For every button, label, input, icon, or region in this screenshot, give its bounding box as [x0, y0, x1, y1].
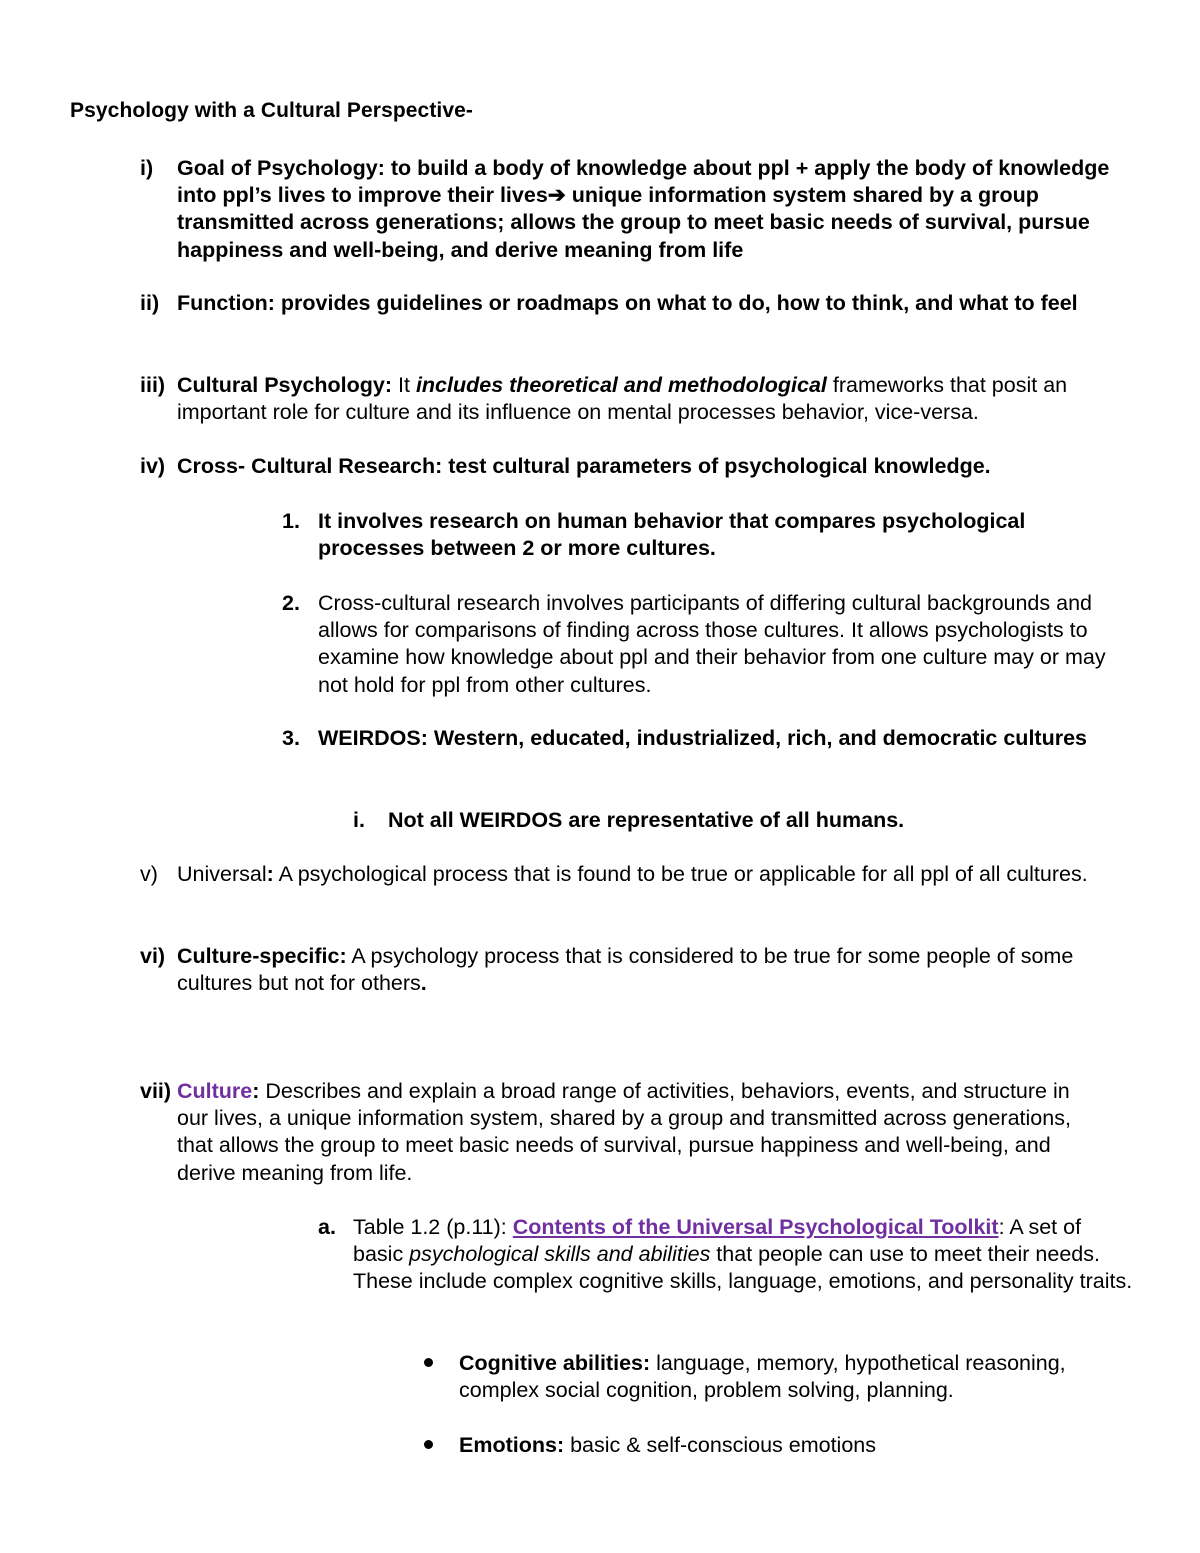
bullet-icon: [424, 1358, 433, 1367]
section-text: provides guidelines or roadmaps on what to do, how to think, and what to feel: [274, 291, 1078, 315]
section-colon: :: [266, 862, 274, 886]
bullet-item-emotions: [459, 1432, 1139, 1459]
bullet-icon: [424, 1440, 433, 1449]
section-text: A psychology process that is considered to be true for some people of some cultures but not for others: [177, 944, 1074, 996]
arrow-icon: ➔: [547, 183, 566, 208]
item-text: Not all WEIRDOS are representative of all humans.: [388, 808, 905, 832]
section-v: [140, 861, 1137, 888]
section-text-pre: It: [392, 373, 416, 397]
section-label: Culture: [177, 1079, 253, 1103]
section-label: Cultural Psychology:: [177, 373, 393, 397]
section-label: Goal of Psychology:: [177, 156, 385, 180]
item-text: Cross-cultural research involves participants of differing cultural backgrounds and allows for comparisons of finding across those cultures. It allows psychologists to examine how knowledge about ppl and their behavior from one culture may or may not hold for ppl from other cultures.: [318, 591, 1106, 697]
toolkit-link[interactable]: Contents of the Universal Psychological Toolkit: [512, 1215, 999, 1239]
section-text: test cultural parameters of psychological knowledge.: [442, 454, 991, 478]
section-text: A psychological process that is found to be true or applicable for all ppl of all cultures.: [273, 862, 1088, 886]
item-text: that people can use to meet their needs. These include complex cognitive skills, language, emotions, and personality traits.: [353, 1242, 1133, 1294]
section-ii: [140, 290, 1137, 317]
section-i: [140, 155, 1137, 264]
item-text: It involves research on human behavior that compares psychological processes between 2 or more cultures.: [318, 509, 1026, 561]
section-label: Cross- Cultural Research:: [177, 454, 443, 478]
section-vi: [140, 943, 1137, 997]
section-marker: vi): [140, 944, 166, 968]
section-iii: [140, 372, 1137, 426]
bullet-text: basic & self-conscious emotions: [564, 1433, 876, 1457]
bullet-text: language, memory, hypothetical reasoning, complex social cognition, problem solving, planning.: [459, 1351, 1066, 1403]
item-marker: i.: [353, 808, 365, 832]
section-marker: i): [140, 156, 154, 180]
section-label: Universal: [177, 862, 267, 886]
numbered-item-1: [282, 508, 1128, 562]
numbered-item-2: [282, 590, 1128, 699]
section-emphasis: includes theoretical and methodological: [415, 373, 827, 397]
item-marker: 3.: [282, 726, 300, 750]
item-text-pre: Table 1.2 (p.11):: [353, 1215, 513, 1239]
bullet-label: Emotions:: [459, 1433, 565, 1457]
section-end: .: [420, 971, 427, 996]
section-marker: iii): [140, 373, 166, 397]
section-vii: [140, 1078, 1077, 1187]
item-text-mid: : A set of basic: [353, 1215, 1082, 1267]
section-text: to build a body of knowledge about ppl + apply the body of knowledge into ppl’s lives to improve their lives: [177, 156, 1110, 208]
section-label: Culture-specific:: [177, 944, 347, 968]
section-marker: v): [140, 862, 158, 886]
item-text: WEIRDOS: Western, educated, industrialized, rich, and democratic cultures: [318, 726, 1087, 750]
item-marker: a.: [318, 1215, 336, 1239]
item-marker: 2.: [282, 591, 300, 615]
section-label: Function:: [177, 291, 275, 315]
section-text: Describes and explain a broad range of activities, behaviors, events, and structure in our lives, a unique information system, shared by a group and transmitted across generations, that allows the group to meet basic needs of survival, pursue happiness and well-being, and derive meaning from life.: [177, 1079, 1071, 1185]
item-marker: 1.: [282, 509, 300, 533]
section-iv: [140, 453, 1137, 480]
lettered-item-a: [318, 1214, 1133, 1296]
section-text-continued: unique information system shared by a group transmitted across generations; allows the group to meet basic needs of survival, pursue happiness and well-being, and derive meaning from life: [177, 183, 1090, 262]
page-title: Psychology with a Cultural Perspective-: [70, 99, 474, 122]
section-text: frameworks that posit an important role for culture and its influence on mental processes behavior, vice-versa.: [177, 373, 1068, 425]
section-marker: vii): [140, 1079, 172, 1103]
roman-subitem-i: [353, 807, 1128, 834]
bullet-label: Cognitive abilities:: [459, 1351, 651, 1375]
section-colon: :: [252, 1079, 260, 1103]
item-emphasis: psychological skills and abilities: [409, 1242, 711, 1267]
bullet-item-cognitive: [459, 1350, 1139, 1404]
section-marker: iv): [140, 454, 166, 478]
numbered-item-3: [282, 725, 1128, 752]
section-marker: ii): [140, 291, 160, 315]
